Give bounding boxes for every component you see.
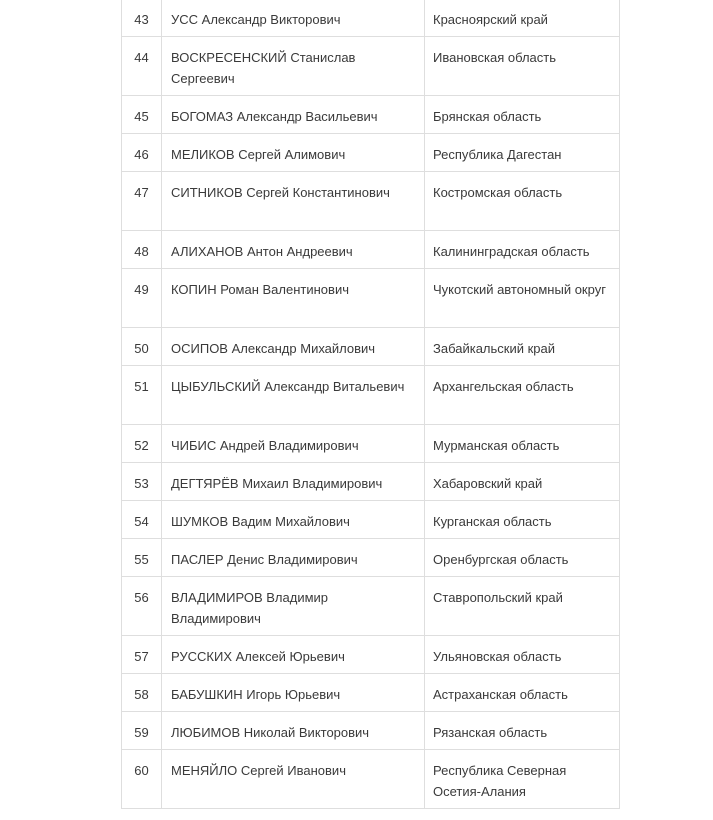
region-name: Мурманская область [425,425,620,463]
person-name: ДЕГТЯРЁВ Михаил Владимирович [162,463,425,501]
person-name: МЕЛИКОВ Сергей Алимович [162,134,425,172]
table-row [122,366,620,425]
region-name: Калининградская область [425,231,620,269]
region-name: Рязанская область [425,712,620,750]
row-number: 58 [122,674,162,712]
person-name: ВЛАДИМИРОВ Владимир Владимирович [162,577,425,636]
region-name: Красноярский край [425,0,620,37]
person-name: УСС Александр Викторович [162,0,425,37]
table-row [122,328,620,366]
region-name: Хабаровский край [425,463,620,501]
row-number: 60 [122,750,162,809]
table-row [122,37,620,96]
person-name: ШУМКОВ Вадим Михайлович [162,501,425,539]
row-number: 43 [122,0,162,37]
person-name: СИТНИКОВ Сергей Константинович [162,172,425,231]
row-number: 54 [122,501,162,539]
table-row [122,577,620,636]
region-name: Костромская область [425,172,620,231]
row-number: 48 [122,231,162,269]
table-row [122,231,620,269]
row-number: 57 [122,636,162,674]
region-name: Брянская область [425,96,620,134]
row-number: 49 [122,269,162,328]
region-name: Оренбургская область [425,539,620,577]
row-number: 46 [122,134,162,172]
row-number: 52 [122,425,162,463]
row-number: 59 [122,712,162,750]
region-name: Курганская область [425,501,620,539]
table-row [122,501,620,539]
table-row [122,0,620,37]
region-name: Республика Северная Осетия-Алания [425,750,620,809]
row-number: 51 [122,366,162,425]
table-row [122,269,620,328]
person-name: АЛИХАНОВ Антон Андреевич [162,231,425,269]
person-name: ЦЫБУЛЬСКИЙ Александр Витальевич [162,366,425,425]
row-number: 56 [122,577,162,636]
region-name: Ивановская область [425,37,620,96]
table-row [122,750,620,809]
row-number: 45 [122,96,162,134]
table-row [122,539,620,577]
region-name: Чукотский автономный округ [425,269,620,328]
governors-table [121,0,620,809]
table-row [122,636,620,674]
person-name: БАБУШКИН Игорь Юрьевич [162,674,425,712]
region-name: Архангельская область [425,366,620,425]
table-row [122,674,620,712]
row-number: 53 [122,463,162,501]
region-name: Забайкальский край [425,328,620,366]
person-name: ВОСКРЕСЕНСКИЙ Станислав Сергеевич [162,37,425,96]
region-name: Ульяновская область [425,636,620,674]
table-row [122,172,620,231]
person-name: ОСИПОВ Александр Михайлович [162,328,425,366]
table-row [122,425,620,463]
row-number: 47 [122,172,162,231]
row-number: 55 [122,539,162,577]
region-name: Астраханская область [425,674,620,712]
table-row [122,134,620,172]
table-row [122,712,620,750]
table-row [122,463,620,501]
person-name: ПАСЛЕР Денис Владимирович [162,539,425,577]
person-name: МЕНЯЙЛО Сергей Иванович [162,750,425,809]
person-name: ЧИБИС Андрей Владимирович [162,425,425,463]
row-number: 44 [122,37,162,96]
region-name: Республика Дагестан [425,134,620,172]
person-name: БОГОМАЗ Александр Васильевич [162,96,425,134]
person-name: РУССКИХ Алексей Юрьевич [162,636,425,674]
region-name: Ставропольский край [425,577,620,636]
person-name: ЛЮБИМОВ Николай Викторович [162,712,425,750]
person-name: КОПИН Роман Валентинович [162,269,425,328]
table-row [122,96,620,134]
row-number: 50 [122,328,162,366]
